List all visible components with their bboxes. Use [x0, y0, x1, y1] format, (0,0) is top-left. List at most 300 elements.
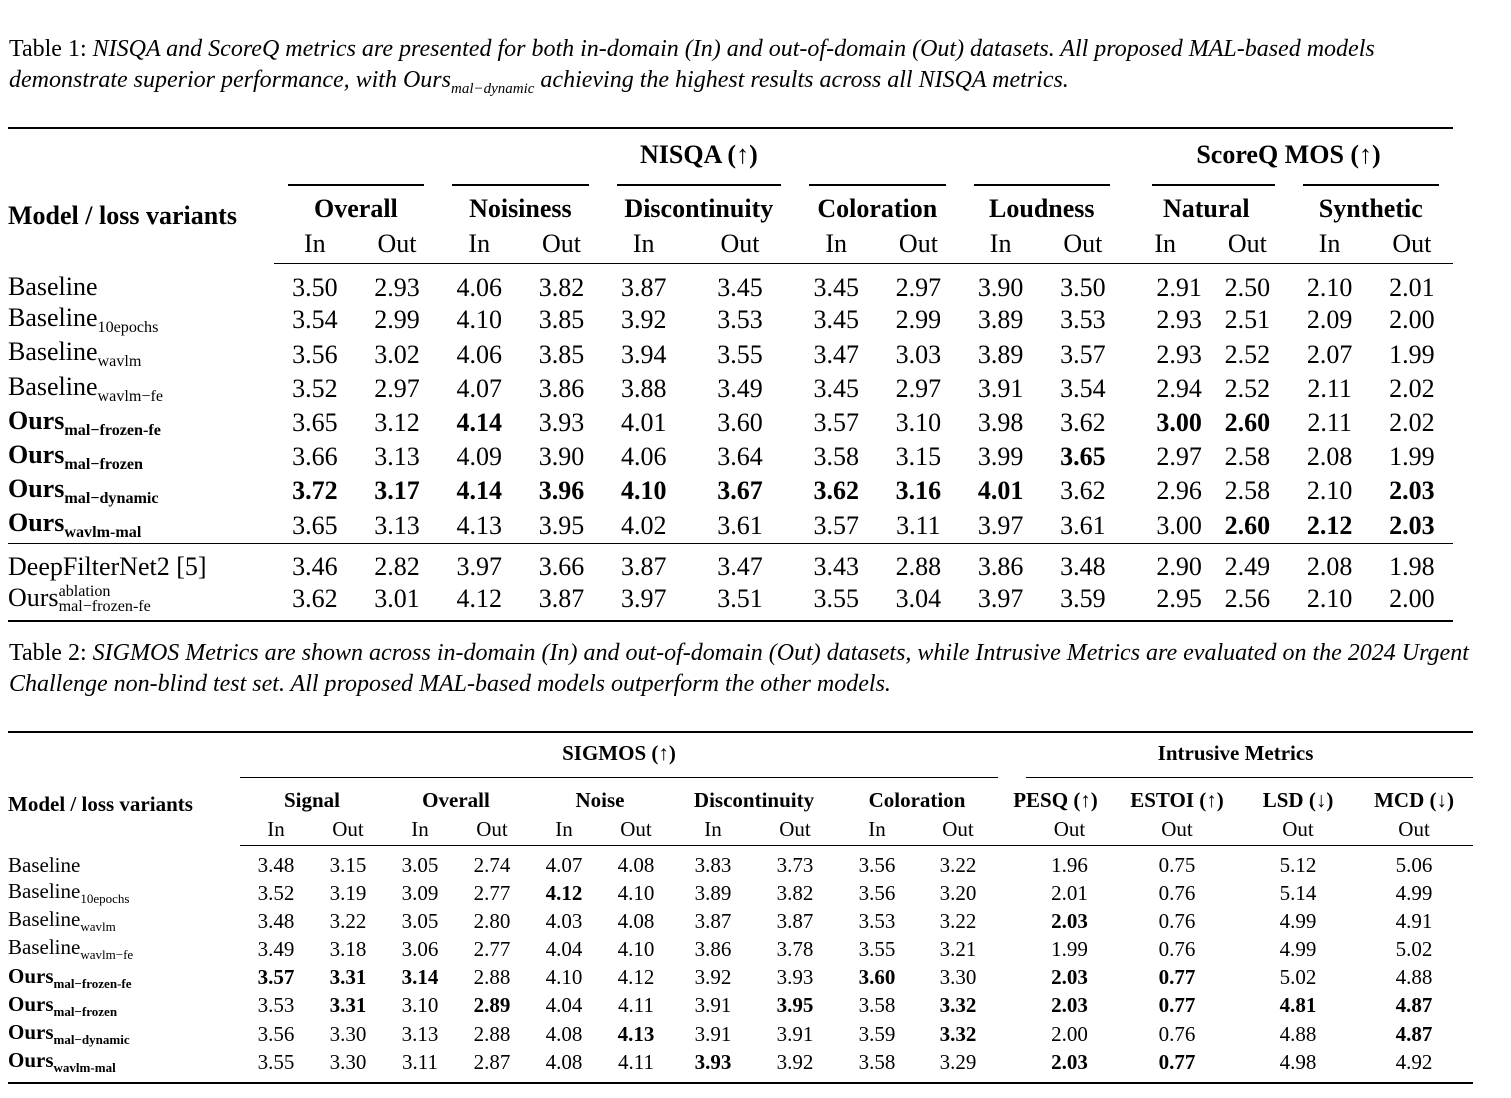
table2-cell: 0.76	[1158, 880, 1196, 905]
table1-cell: 2.52	[1224, 339, 1271, 369]
table1-metric-label: Discontinuity	[624, 193, 774, 223]
table1-cell: 3.99	[977, 442, 1024, 472]
table2-intrusive-header	[1355, 773, 1473, 817]
table1-cell: 2.94	[1156, 373, 1202, 403]
table2-out-label: Out	[1355, 817, 1473, 846]
table1-cell: 2.99	[374, 305, 420, 335]
table2-cell: 4.87	[1395, 1021, 1433, 1046]
table1-cell: 2.90	[1124, 543, 1206, 583]
model-subscript: 10epochs	[97, 319, 159, 337]
table1-cell: 3.97	[438, 543, 520, 583]
table1-cell: 3.85	[538, 339, 585, 369]
table2-cell: 3.48	[257, 853, 295, 877]
model-subsup	[59, 585, 151, 614]
table2-cell: 3.49	[257, 936, 295, 961]
table1-cell: 2.03	[1389, 476, 1435, 506]
table1-cell: 2.58	[1224, 442, 1271, 472]
model-name: Ours	[8, 474, 65, 504]
table2-cell: 3.18	[329, 936, 367, 961]
table1-cell: 3.55	[717, 339, 763, 369]
table1-row	[8, 583, 1453, 622]
table2-cell: 4.10	[545, 965, 583, 990]
table2-out-label: Out	[600, 817, 672, 846]
table2-cell: 0.75	[1158, 853, 1196, 877]
table1-cell: 4.06	[456, 339, 502, 369]
table1-cell: 3.50	[292, 272, 338, 302]
table1-cell: 3.57	[1060, 339, 1106, 369]
table1-in-label: In	[795, 229, 877, 264]
table1-cell: 3.49	[717, 373, 763, 403]
table1-metric-rule	[974, 184, 1111, 185]
table1-cell: 3.52	[292, 373, 338, 403]
table1-cell: 1.99	[1389, 339, 1435, 369]
table1-cell: 3.50	[1060, 272, 1106, 302]
table2-cell: 5.06	[1395, 853, 1433, 877]
table2-cell: 3.60	[858, 965, 896, 990]
table2-cell: 3.93	[694, 1049, 732, 1074]
table2-cell: 3.10	[401, 993, 439, 1018]
table1-cell: 3.45	[717, 272, 763, 302]
table1-cell: 4.10	[620, 476, 667, 506]
table1-metric-label: Overall	[314, 193, 398, 223]
table2-in-label: In	[528, 817, 600, 846]
table2-cell: 2.03	[1051, 965, 1088, 990]
table1-cell: 3.65	[1060, 442, 1106, 472]
table2-cell: 0.77	[1158, 1049, 1196, 1074]
table1-cell: 3.13	[374, 442, 420, 472]
table2-row	[8, 1048, 1473, 1083]
table1-cell: 3.02	[374, 339, 420, 369]
table2-row-name	[8, 935, 240, 963]
table2-cell: 4.11	[618, 1049, 654, 1074]
table1-cell: 3.16	[895, 476, 942, 506]
table1-row-name	[8, 372, 274, 406]
table1-cell: 3.89	[977, 305, 1024, 335]
model-name: Ours	[8, 963, 54, 988]
table1	[8, 127, 1453, 622]
table1-cell: 3.13	[374, 510, 420, 540]
table2-metric-label: Signal	[283, 788, 341, 813]
table2-out-label: Out	[312, 817, 384, 846]
model-subscript: mal−frozen-fe	[58, 597, 151, 615]
table2-cell: 2.77	[473, 880, 511, 905]
table1-cell: 3.57	[813, 407, 859, 437]
table2-cell: 4.12	[545, 880, 583, 905]
table1-cell: 1.99	[1389, 442, 1435, 472]
model-subscript: wavlm	[80, 919, 116, 935]
table1-out-label: Out	[877, 229, 959, 264]
table1-metric-header	[960, 179, 1125, 229]
table2-out-label: Out	[456, 817, 528, 846]
table2-cell: 2.03	[1051, 1049, 1088, 1074]
table1-cell: 2.10	[1306, 583, 1353, 613]
table2-cell: 2.88	[473, 965, 511, 990]
table2-row	[8, 1020, 1473, 1048]
table1-cell: 3.97	[977, 510, 1024, 540]
table1-cell: 3.04	[895, 583, 942, 613]
model-name: DeepFilterNet2 [5]	[8, 552, 207, 582]
table1-cell: 3.62	[1060, 407, 1106, 437]
table2-cell: 3.93	[776, 965, 814, 990]
table1-cell: 2.91	[1156, 272, 1202, 302]
table1-cell: 3.48	[1042, 543, 1124, 583]
table1-cell: 2.03	[1389, 510, 1435, 540]
table2-cell: 3.91	[694, 1021, 732, 1046]
table1-cell: 2.52	[1224, 373, 1271, 403]
table1-out-label: Out	[1206, 229, 1288, 264]
table1-metric-rule	[452, 184, 588, 185]
table2-cell: 4.10	[617, 880, 655, 905]
model-name: Ours	[8, 440, 65, 470]
table2-cell: 3.11	[402, 1049, 438, 1074]
table1-cell: 3.62	[292, 583, 338, 613]
table2-cell: 3.92	[694, 965, 732, 990]
table2-cell: 3.22	[329, 908, 367, 933]
table1-caption-text-end: achieving the highest results across all NISQA metrics.	[534, 67, 1069, 93]
table1-row-name	[8, 337, 274, 371]
table2-metric-header	[240, 773, 384, 817]
table1-in-label: In	[274, 229, 356, 264]
table1-cell: 3.90	[538, 442, 585, 472]
table2-cell: 3.58	[858, 1049, 896, 1074]
table1-row	[8, 474, 1453, 508]
table2-cell: 3.78	[776, 936, 814, 961]
table1-cell: 3.93	[538, 407, 585, 437]
table1-cell: 2.50	[1224, 272, 1271, 302]
table1-cell: 3.61	[1060, 510, 1106, 540]
table2-cell: 3.09	[401, 880, 439, 905]
table1-cell: 3.62	[813, 476, 859, 506]
table1-metric-label: Loudness	[989, 193, 1095, 223]
table2-cell: 3.87	[776, 908, 814, 933]
table2-cell: 4.92	[1395, 1049, 1433, 1074]
table1-cell: 3.54	[292, 305, 338, 335]
table2-group-intrusive: Intrusive Metrics	[1157, 740, 1314, 765]
table2-row	[8, 907, 1473, 935]
table1-cell: 3.45	[813, 272, 859, 302]
table2-cell: 3.59	[858, 1021, 896, 1046]
table2-cell: 4.88	[1395, 965, 1433, 990]
table1-group-scoreq: ScoreQ MOS (↑)	[1196, 140, 1381, 169]
table2-caption-label: Table 2:	[9, 640, 93, 666]
model-subscript: mal−frozen-fe	[53, 975, 132, 991]
table2-cell: 3.86	[694, 936, 732, 961]
model-name: Baseline	[8, 337, 98, 367]
table1-in-label: In	[960, 229, 1042, 264]
table1-in-label: In	[1289, 229, 1371, 264]
table1-row-name	[8, 303, 274, 337]
table1-metric-label: Synthetic	[1318, 193, 1423, 223]
table2-in-label: In	[240, 817, 312, 846]
table2-row	[8, 846, 1473, 880]
table2-cell: 4.13	[617, 1021, 655, 1046]
table2-cell: 4.99	[1395, 880, 1433, 905]
table2-cell: 3.21	[939, 936, 977, 961]
table2-cell: 3.56	[257, 1021, 295, 1046]
table1-cell: 2.12	[1306, 510, 1353, 540]
table1-cell: 3.86	[960, 543, 1042, 583]
table2-cell: 3.73	[776, 853, 814, 877]
model-subscript: wavlm-mal	[64, 524, 142, 542]
table2-cell: 3.58	[858, 993, 896, 1018]
table1-row	[8, 372, 1453, 406]
table2-row	[8, 879, 1473, 907]
table2-intrusive-header	[1241, 773, 1355, 817]
table2-in-label: In	[384, 817, 456, 846]
table1-metric-header	[438, 179, 602, 229]
table1-metric-header	[1289, 179, 1454, 229]
model-subscript: 10epochs	[80, 891, 130, 907]
table1-cell: 2.58	[1224, 476, 1271, 506]
table2-cell: 3.14	[401, 965, 439, 990]
table2-cell: 2.87	[473, 1049, 511, 1074]
table1-cell: 3.97	[977, 583, 1024, 613]
table1-caption-label: Table 1:	[9, 36, 93, 62]
table1-cell: 3.59	[1060, 583, 1106, 613]
table1-metric-label: Natural	[1162, 193, 1250, 223]
table1-cell: 3.58	[813, 442, 859, 472]
table1-cell: 3.53	[1060, 305, 1106, 335]
table1-cell: 3.65	[292, 407, 338, 437]
table2-metric-header	[836, 773, 998, 817]
table2-cell: 2.77	[473, 936, 511, 961]
table2-intrusive-header	[1113, 773, 1241, 817]
table2-cell: 4.99	[1279, 936, 1317, 961]
table1-cell: 3.56	[292, 339, 338, 369]
table1-cell: 3.92	[620, 305, 667, 335]
table2-cell: 3.22	[939, 853, 977, 877]
table1-cell: 2.08	[1289, 543, 1371, 583]
table1-in-label: In	[603, 229, 685, 264]
table2-cell: 3.87	[694, 908, 732, 933]
table1-row	[8, 543, 1453, 583]
model-subscript: wavlm	[97, 353, 142, 371]
table1-cell: 3.86	[538, 373, 585, 403]
model-name: Ours	[8, 1019, 54, 1044]
table2-cell: 4.99	[1279, 908, 1317, 933]
table2-cell: 3.30	[329, 1021, 367, 1046]
model-name: Ours	[8, 508, 65, 538]
table1-cell: 2.09	[1306, 305, 1353, 335]
table2-row-name	[8, 992, 240, 1020]
table1-cell: 3.65	[292, 510, 338, 540]
table1-row-name	[8, 508, 274, 543]
table1-cell: 4.02	[620, 510, 667, 540]
table2-intrusive-rule	[1355, 777, 1473, 778]
table1-cell: 4.01	[620, 407, 667, 437]
table2-intrusive-header	[998, 773, 1113, 817]
table1-cell: 3.82	[538, 272, 585, 302]
table2-cell: 2.01	[1051, 880, 1088, 905]
table2-cell: 3.48	[257, 908, 295, 933]
model-name: Ours	[8, 582, 59, 612]
table1-cell: 3.90	[977, 272, 1024, 302]
table2-cell: 1.96	[1051, 853, 1088, 877]
table1-cell: 2.60	[1224, 510, 1271, 540]
table2-cell: 3.30	[329, 1049, 367, 1074]
table2-metric-label: Overall	[422, 788, 490, 813]
table2-cell: 3.91	[776, 1021, 814, 1046]
model-name: Baseline	[8, 371, 98, 401]
table1-out-label: Out	[1042, 229, 1124, 264]
table2-cell: 3.53	[257, 993, 295, 1018]
table2-cell: 3.83	[694, 853, 732, 877]
table1-cell: 3.54	[1060, 373, 1106, 403]
table1-cell: 3.53	[717, 305, 763, 335]
table1-cell: 3.45	[813, 305, 859, 335]
table1-row	[8, 508, 1453, 543]
table2-intrusive-label: LSD (↓)	[1262, 788, 1334, 813]
table1-cell: 3.12	[374, 407, 420, 437]
table2-cell: 4.87	[1395, 993, 1433, 1018]
table2-metric-header	[384, 773, 528, 817]
table1-cell: 4.06	[456, 272, 502, 302]
table2-out-label: Out	[918, 817, 998, 846]
table1-cell: 3.47	[685, 543, 795, 583]
table1-row-name	[8, 440, 274, 474]
table1-cell: 2.97	[895, 373, 942, 403]
table1-out-label: Out	[520, 229, 602, 264]
model-name: Ours	[8, 991, 54, 1016]
table2	[8, 731, 1473, 1084]
table2-cell: 3.05	[401, 853, 439, 877]
model-subscript: wavlm−fe	[97, 387, 163, 405]
table2-cell: 3.89	[694, 880, 732, 905]
table2-metric-label: Coloration	[868, 788, 966, 813]
table2-cell: 3.31	[329, 965, 367, 990]
model-name: Baseline	[8, 852, 81, 877]
table1-out-label: Out	[1371, 229, 1453, 264]
table2-cell: 3.22	[939, 908, 977, 933]
table1-cell: 2.10	[1306, 272, 1353, 302]
table2-cell: 3.92	[776, 1049, 814, 1074]
table1-row	[8, 303, 1453, 337]
table2-group-sigmos: SIGMOS (↑)	[562, 740, 676, 765]
table1-cell: 2.60	[1224, 407, 1271, 437]
table2-metric-rule	[528, 777, 672, 778]
model-name: Baseline	[8, 879, 81, 903]
table1-row	[8, 337, 1453, 371]
table1-cell: 3.96	[538, 476, 585, 506]
table1-metric-header	[274, 179, 438, 229]
table2-intrusive-label: PESQ (↑)	[1013, 788, 1098, 813]
table1-metric-label: Noisiness	[469, 193, 572, 223]
table2-cell: 3.30	[939, 965, 977, 990]
table1-cell: 2.01	[1389, 272, 1435, 302]
table2-row	[8, 992, 1473, 1020]
table1-cell: 3.46	[274, 543, 356, 583]
table1-metric-header	[603, 179, 796, 229]
table1-cell: 3.00	[1156, 407, 1202, 437]
table1-metric-rule	[1152, 184, 1274, 185]
table2-in-label: In	[672, 817, 754, 846]
table2-cell: 4.91	[1395, 908, 1433, 933]
table1-cell: 3.67	[717, 476, 763, 506]
table2-cell: 4.07	[545, 853, 583, 877]
table2-cell: 3.19	[329, 880, 367, 905]
table1-cell: 4.12	[456, 583, 502, 613]
table2-row-name	[8, 907, 240, 935]
model-name: Ours	[8, 1048, 54, 1073]
table2-cell: 4.12	[617, 965, 655, 990]
table1-cell: 3.95	[538, 510, 585, 540]
table1-cell: 2.95	[1156, 583, 1202, 613]
table2-row-name	[8, 846, 240, 880]
table1-cell: 3.03	[895, 339, 942, 369]
table1-cell: 3.88	[620, 373, 667, 403]
table1-in-label: In	[438, 229, 520, 264]
table1-row	[8, 264, 1453, 304]
table2-row-name	[8, 879, 240, 907]
table1-cell: 4.09	[456, 442, 502, 472]
table2-cell: 3.57	[257, 965, 295, 990]
table1-out-label: Out	[356, 229, 438, 264]
table1-row-name	[8, 474, 274, 508]
table1-cell: 3.64	[717, 442, 763, 472]
table2-cell: 3.13	[401, 1021, 439, 1046]
table1-cell: 3.47	[813, 339, 859, 369]
table1-cell: 3.98	[977, 407, 1024, 437]
table1-cell: 2.97	[895, 272, 942, 302]
table2-cell: 3.82	[776, 880, 814, 905]
table1-cell: 4.14	[456, 407, 502, 437]
table2-cell: 3.53	[858, 908, 896, 933]
table2-cell: 4.04	[545, 936, 583, 961]
table2-cell: 0.76	[1158, 1021, 1196, 1046]
model-name: Baseline	[8, 303, 98, 333]
table2-cell: 3.56	[858, 853, 896, 877]
table1-cell: 3.15	[895, 442, 942, 472]
table2-in-label: In	[836, 817, 918, 846]
table2-metric-rule	[836, 777, 998, 778]
table2-cell: 4.10	[617, 936, 655, 961]
table1-metric-rule	[1303, 184, 1440, 185]
table2-metric-rule	[240, 777, 384, 778]
table1-row-name	[8, 543, 274, 583]
table1-cell: 2.11	[1307, 373, 1352, 403]
table1-cell: 3.66	[292, 442, 338, 472]
table2-intrusive-rule	[1241, 777, 1355, 778]
table1-cell: 2.10	[1306, 476, 1353, 506]
table1-row-name	[8, 264, 274, 304]
model-name: Ours	[8, 405, 65, 435]
table2-cell: 3.05	[401, 908, 439, 933]
model-subscript: mal−frozen-fe	[64, 422, 161, 440]
table2-cell: 3.06	[401, 936, 439, 961]
table1-cell: 2.97	[374, 373, 420, 403]
table1-cell: 3.91	[977, 373, 1024, 403]
table2-cell: 4.11	[618, 993, 654, 1018]
table2-row-name	[8, 1048, 240, 1083]
table1-cell: 4.01	[977, 476, 1024, 506]
table1-cell: 3.61	[717, 510, 763, 540]
table1-metric-label: Coloration	[817, 193, 938, 223]
table2-cell: 3.20	[939, 880, 977, 905]
table1-in-label: In	[1124, 229, 1206, 264]
table2-cell: 2.89	[473, 993, 511, 1018]
table2-cell: 5.02	[1395, 936, 1433, 961]
table1-cell: 2.97	[1156, 442, 1202, 472]
model-subscript: mal−dynamic	[64, 490, 159, 508]
table2-cell: 4.04	[545, 993, 583, 1018]
table1-cell: 2.02	[1389, 373, 1435, 403]
table2-cell: 3.55	[858, 936, 896, 961]
table2-caption-text: SIGMOS Metrics are shown across in-domain (In) and out-of-domain (Out) datasets, while Intrusive Metrics are evaluated on the 2024 Urgent Challenge non-blind test set. All proposed MAL-based models outperform the other models.	[9, 640, 1469, 697]
model-name: Baseline	[8, 935, 81, 960]
table2-out-label: Out	[754, 817, 836, 846]
table1-cell: 3.17	[374, 476, 420, 506]
table2-cell: 2.88	[473, 1021, 511, 1046]
